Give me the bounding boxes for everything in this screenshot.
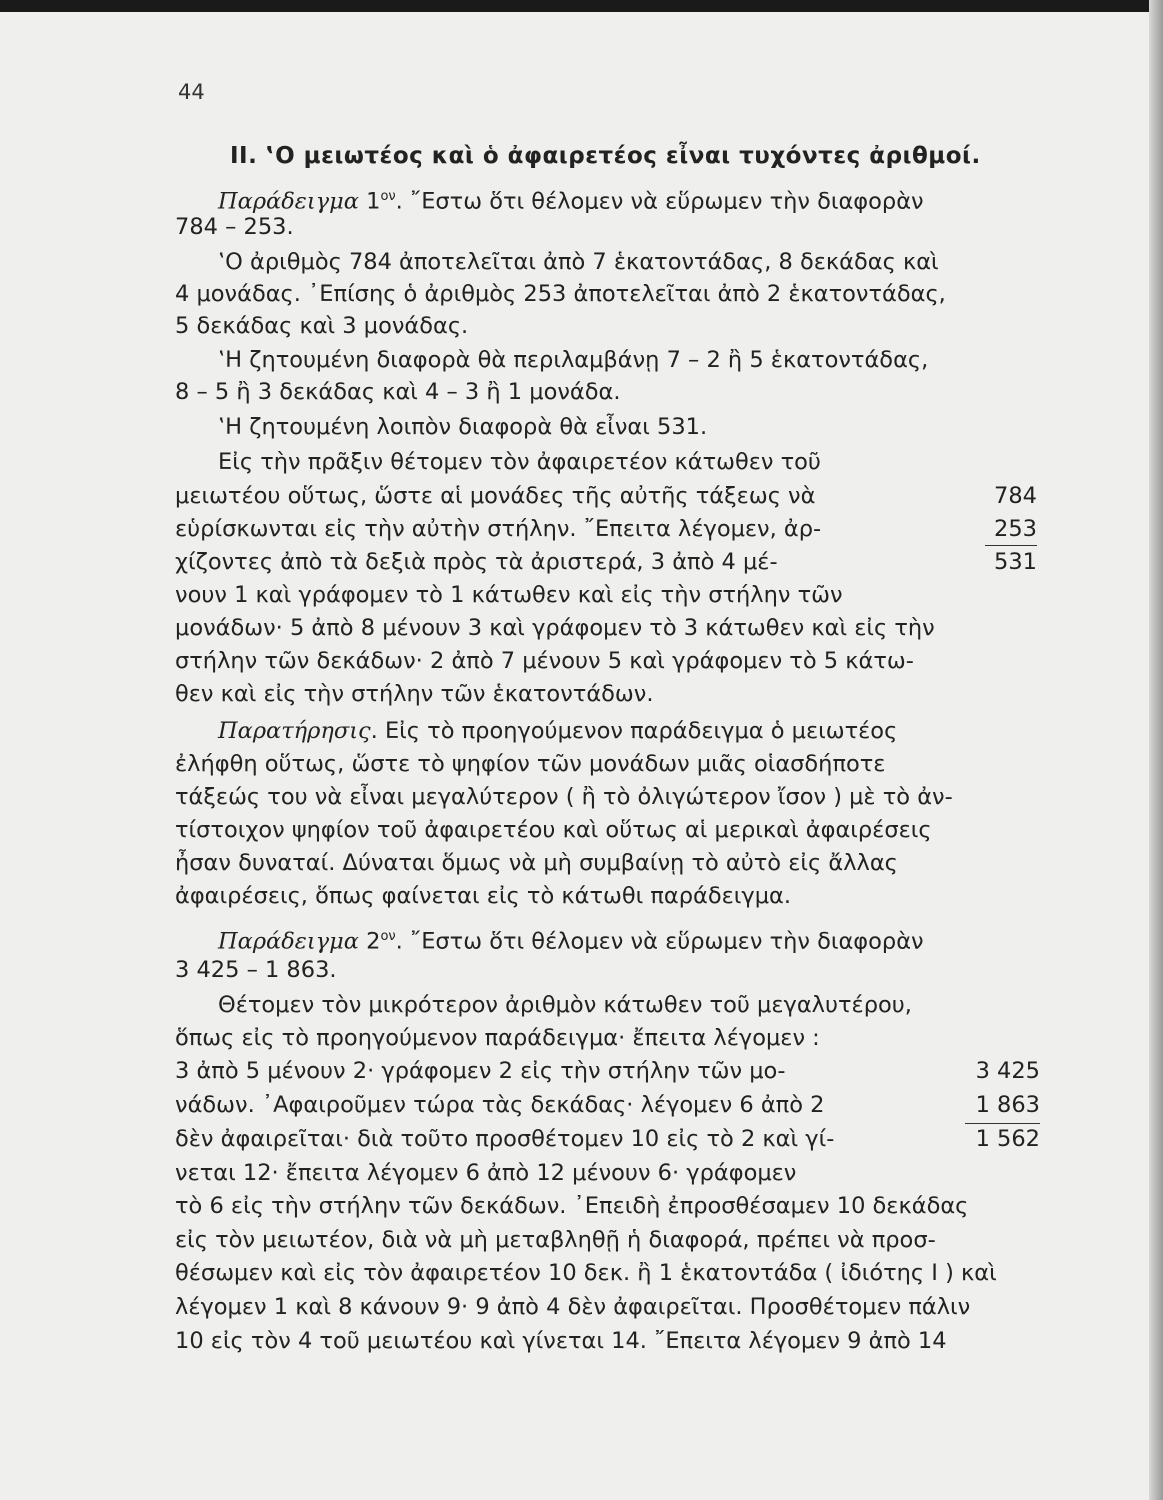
example1-label: Παράδειγμα [218, 188, 359, 215]
example2-line: 10 εἰς τὸν 4 τοῦ μειωτέου καὶ γίνεται 14. ῎Επειτα λέγομεν 9 ἀπὸ 14 [175, 1328, 947, 1354]
scan-top-edge [0, 0, 1163, 12]
calc2-minuend: 3 425 [975, 1058, 1040, 1084]
calc1-result: 531 [994, 549, 1037, 575]
calc1-minuend: 784 [994, 483, 1037, 509]
example2-ordinal-suffix: ον [380, 929, 396, 944]
example2-intro: . ῎Εστω ὅτι θέλομεν νὰ εὕρωμεν τὴν διαφορὰν [395, 928, 924, 955]
example2-ordinal: 2 [366, 928, 381, 955]
example2-line: Θέτομεν τὸν μικρότερον ἀριθμὸν κάτωθεν τοῦ μεγαλυτέρου, [218, 992, 912, 1018]
scan-right-edge [1149, 0, 1163, 1500]
section-heading: II. ‛Ο μειωτέος καὶ ὁ ἀφαιρετέος εἶναι τυχόντες ἀριθμοί. [230, 143, 981, 169]
example2-line: θέσωμεν καὶ εἰς τὸν ἀφαιρετέον 10 δεκ. ἢ 1 ἑκατοντάδα ( ἰδιότης I ) καὶ [175, 1260, 997, 1286]
example1-p4-line: Εἰς τὴν πρᾶξιν θέτομεν τὸν ἀφαιρετέον κάτωθεν τοῦ [218, 449, 821, 475]
example2-line: νάδων. ᾿Αφαιροῦμεν τώρα τὰς δεκάδας· λέγομεν 6 ἀπὸ 2 [175, 1092, 825, 1118]
example2-line: τὸ 6 εἰς τὴν στήλην τῶν δεκάδων. ᾿Επειδὴ ἐπροσθέσαμεν 10 δεκάδας [175, 1193, 969, 1219]
example2-line: νεται 12· ἔπειτα λέγομεν 6 ἀπὸ 12 μένουν 6· γράφομεν [175, 1160, 797, 1186]
calc2-result: 1 562 [975, 1126, 1040, 1152]
example1-ordinal: 1 [366, 188, 381, 215]
example1-p1-line: 5 δεκάδας καὶ 3 μονάδας. [175, 313, 469, 339]
remark-label: Παρατήρησις [218, 718, 371, 744]
example2-line: λέγομεν 1 καὶ 8 κάνουν 9· 9 ἀπὸ 4 δὲν ἀφαιρεῖται. Προσθέτομεν πάλιν [175, 1294, 971, 1320]
example1-ordinal-suffix: ον [380, 189, 396, 204]
example1-p4-line: εὑρίσκωνται εἰς τὴν αὐτὴν στήλην. ῎Επειτα λέγομεν, ἀρ- [175, 516, 822, 542]
example1-intro: . ῎Εστω ὅτι θέλομεν νὰ εὕρωμεν τὴν διαφορὰν [395, 188, 924, 215]
example1-p1-line: 4 μονάδας. ᾿Επίσης ὁ ἀριθμὸς 253 ἀποτελεῖται ἀπὸ 2 ἑκατοντάδας, [175, 281, 946, 307]
remark-first-line: . Εἰς τὸ προηγούμενον παράδειγμα ὁ μειωτέος [370, 718, 898, 744]
example2-line: δὲν ἀφαιρεῖται· διὰ τοῦτο προσθέτομεν 10 εἰς τὸ 2 καὶ γί- [175, 1126, 835, 1152]
calc1-rule [985, 545, 1037, 546]
example1-p4-line: θεν καὶ εἰς τὴν στήλην τῶν ἑκατοντάδων. [175, 681, 654, 707]
example2-line: εἰς τὸν μειωτέον, διὰ νὰ μὴ μεταβληθῇ ἡ διαφορά, πρέπει νὰ προσ- [175, 1227, 936, 1253]
example2-intro-line [218, 922, 924, 957]
example1-p4-line: χίζοντες ἀπὸ τὰ δεξιὰ πρὸς τὰ ἀριστερά, 3 ἀπὸ 4 μέ- [175, 549, 778, 575]
example1-expression: 784 – 253. [175, 214, 294, 240]
page-number: 44 [178, 80, 205, 104]
example1-p1-line: ‛Ο ἀριθμὸς 784 ἀποτελεῖται ἀπὸ 7 ἑκατοντάδας, 8 δεκάδας καὶ [218, 249, 939, 275]
remark-line: τάξεώς του νὰ εἶναι μεγαλύτερον ( ἢ τὸ ὀλιγώτερον ἴσον ) μὲ τὸ ἀν- [175, 784, 953, 810]
remark-line: ἦσαν δυναταί. Δύναται ὅμως νὰ μὴ συμβαίνῃ τὸ αὐτὸ εἰς ἄλλας [175, 850, 898, 876]
example1-p3-line: ‛Η ζητουμένη λοιπὸν διαφορὰ θὰ εἶναι 531. [218, 414, 708, 440]
example2-expression: 3 425 – 1 863. [175, 957, 337, 983]
example1-p4-line: μονάδων· 5 ἀπὸ 8 μένουν 3 καὶ γράφομεν τὸ 3 κάτωθεν καὶ εἰς τὴν [175, 615, 935, 641]
example1-p4-line: μειωτέου οὕτως, ὥστε αἱ μονάδες τῆς αὐτῆς τάξεως νὰ [175, 483, 816, 509]
remark-line [218, 716, 897, 746]
example1-intro-line [218, 182, 924, 217]
calc2-subtrahend: 1 863 [975, 1092, 1040, 1118]
example2-line: ὅπως εἰς τὸ προηγούμενον παράδειγμα· ἔπειτα λέγομεν : [175, 1025, 820, 1051]
example2-line: 3 ἀπὸ 5 μένουν 2· γράφομεν 2 εἰς τὴν στήλην τῶν μο- [175, 1058, 786, 1084]
calc1-subtrahend: 253 [994, 516, 1037, 542]
example1-p2-line: ‛Η ζητουμένη διαφορὰ θὰ περιλαμβάνῃ 7 – 2 ἢ 5 ἑκατοντάδας, [218, 347, 929, 373]
example1-p2-line: 8 – 5 ἢ 3 δεκάδας καὶ 4 – 3 ἢ 1 μονάδα. [175, 379, 621, 405]
example2-label: Παράδειγμα [218, 928, 359, 955]
remark-line: ἐλήφθη οὕτως, ὥστε τὸ ψηφίον τῶν μονάδων μιᾶς οἱασδήποτε [175, 751, 886, 777]
remark-line: ἀφαιρέσεις, ὅπως φαίνεται εἰς τὸ κάτωθι παράδειγμα. [175, 883, 792, 909]
example1-p4-line: στήλην τῶν δεκάδων· 2 ἀπὸ 7 μένουν 5 καὶ γράφομεν τὸ 5 κάτω- [175, 648, 914, 674]
remark-line: τίστοιχον ψηφίον τοῦ ἀφαιρετέου καὶ οὕτως αἱ μερικαὶ ἀφαιρέσεις [175, 817, 932, 843]
example1-p4-line: νουν 1 καὶ γράφομεν τὸ 1 κάτωθεν καὶ εἰς τὴν στήλην τῶν [175, 582, 843, 608]
